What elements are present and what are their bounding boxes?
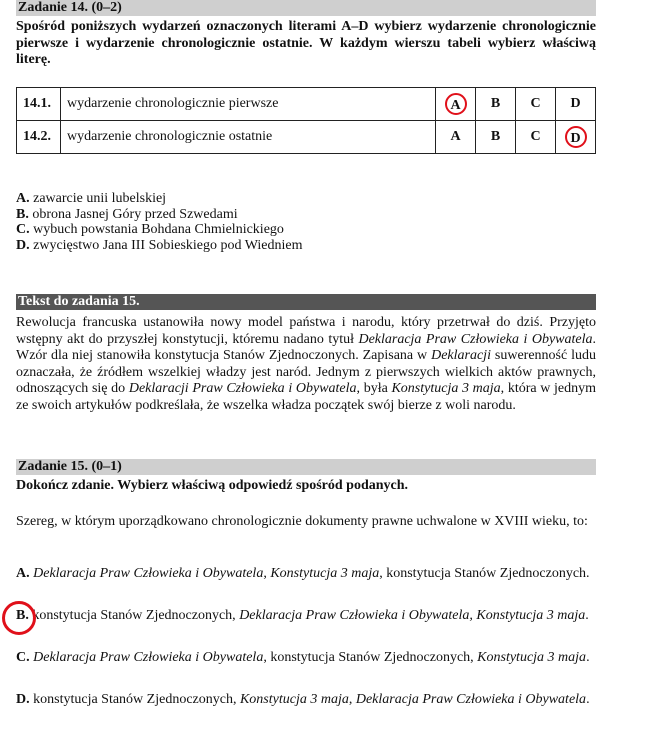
task15-header: Zadanie 15. (0–1) bbox=[16, 459, 596, 475]
task14-instruction: Spośród poniższych wydarzeń oznaczonych literami A–D wybierz wydarzenie chronologicznie pierwsze i wydarzenie chronologicznie ostatnie. W każdym wierszu tabeli wybierz właściwą literę. bbox=[16, 19, 596, 67]
answer-c[interactable]: C. Deklaracja Praw Człowieka i Obywatela, konstytucja Stanów Zjednoczonych, Konstytucja 3 maja. bbox=[16, 650, 590, 665]
list-item bbox=[16, 207, 596, 223]
task14-header: Zadanie 14. (0–2) bbox=[16, 0, 596, 16]
option-d-cell[interactable]: D bbox=[556, 88, 596, 121]
event-text: zawarcie unii lubelskiej bbox=[33, 191, 167, 206]
option-c-cell[interactable]: C bbox=[516, 121, 556, 154]
selected-option-marker[interactable]: A bbox=[445, 93, 467, 115]
event-list bbox=[16, 191, 596, 253]
list-item bbox=[16, 222, 596, 238]
row-number: 14.1. bbox=[17, 88, 61, 121]
source-text: Rewolucja francuska ustanowiła nowy model państwa i narodu, który przetrwał do dziś. Przyjęto wstępny akt do przyszłej konstytucji, któremu nadano tytuł Deklaracja Praw Człowieka i Obywatela. Wzór dla niej stanowiła konstytucja Stanów Zjednoczonych. Zapisana w Deklaracji suwerenność ludu oznaczała, że źródłem wszelkiej władzy jest naród. Jednym z pierwszych wielkich aktów prawnych, odnoszących się do Deklaracji Praw Człowieka i Obywatela, była Konstytucja 3 maja, która w jednym ze swoich artykułów podkreślała, że wszelka władza początek swój bierze z woli narodu. bbox=[16, 315, 597, 413]
row-label: wydarzenie chronologicznie pierwsze bbox=[61, 88, 436, 121]
selected-option-marker[interactable]: D bbox=[565, 126, 587, 148]
option-a-cell[interactable] bbox=[436, 88, 476, 121]
answer-a[interactable]: A. Deklaracja Praw Człowieka i Obywatela, Konstytucja 3 maja, konstytucja Stanów Zjednoczonych. bbox=[16, 566, 590, 581]
option-c-cell[interactable]: C bbox=[516, 88, 556, 121]
row-label: wydarzenie chronologicznie ostatnie bbox=[61, 121, 436, 154]
option-b-cell[interactable]: B bbox=[476, 88, 516, 121]
event-text: zwycięstwo Jana III Sobieskiego pod Wiedniem bbox=[33, 237, 303, 253]
table-row bbox=[17, 121, 596, 154]
event-letter: B. bbox=[16, 206, 29, 222]
text15-header: Tekst do zadania 15. bbox=[16, 294, 596, 310]
list-item bbox=[16, 191, 596, 207]
event-text: wybuch powstania Bohdana Chmielnickiego bbox=[33, 222, 284, 237]
event-letter: A. bbox=[16, 191, 30, 206]
task15-instruction: Dokończ zdanie. Wybierz właściwą odpowiedź spośród podanych. bbox=[16, 478, 409, 493]
answer-b[interactable]: B. konstytucja Stanów Zjednoczonych, Deklaracja Praw Człowieka i Obywatela, Konstytucja 3 maja. bbox=[16, 608, 589, 623]
event-letter: D. bbox=[16, 237, 30, 253]
selected-answer-marker bbox=[2, 601, 36, 635]
task15-stem: Szereg, w którym uporządkowano chronologicznie dokumenty prawne uchwalone w XVIII wieku, to: bbox=[16, 514, 588, 529]
table-row bbox=[17, 88, 596, 121]
option-b-cell[interactable]: B bbox=[476, 121, 516, 154]
event-letter: C. bbox=[16, 222, 30, 237]
option-a-cell[interactable]: A bbox=[436, 121, 476, 154]
answer-table bbox=[16, 87, 596, 154]
row-number: 14.2. bbox=[17, 121, 61, 154]
answer-d[interactable]: D. konstytucja Stanów Zjednoczonych, Konstytucja 3 maja, Deklaracja Praw Człowieka i Obywatela. bbox=[16, 692, 590, 707]
option-d-cell[interactable] bbox=[556, 121, 596, 154]
list-item bbox=[16, 238, 596, 254]
event-text: obrona Jasnej Góry przed Szwedami bbox=[32, 206, 238, 222]
